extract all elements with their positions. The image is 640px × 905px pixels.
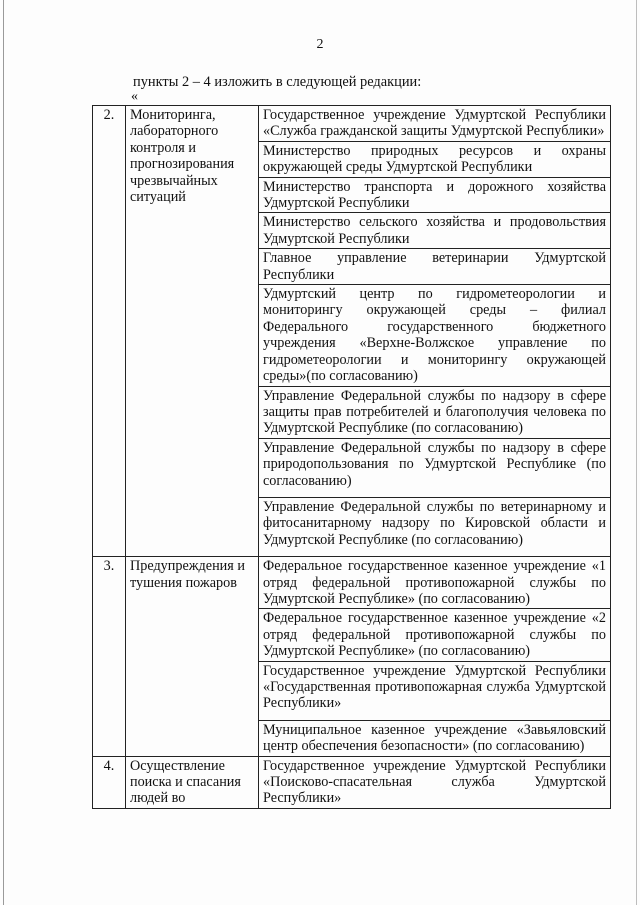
organization-cell: Министерство транспорта и дорожного хозяйства Удмуртской Республики: [259, 177, 611, 213]
organization-cell: Государственное учреждение Удмуртской Республики «Поисково-спасательная служба Удмуртской Республики»: [259, 756, 611, 808]
organization-cell: Государственное учреждение Удмуртской Республики «Служба гражданской защиты Удмуртской Республики»: [259, 106, 611, 142]
organization-cell: Муниципальное казенное учреждение «Завьяловский центр обеспечения безопасности» (по согласованию): [259, 720, 611, 756]
organization-cell: Министерство сельского хозяйства и продовольствия Удмуртской Республики: [259, 213, 611, 249]
organization-cell: Удмуртский центр по гидрометеорологии и мониторингу окружающей среды – филиал Федерального государственного бюджетного учреждения «Верхне-Волжское управление по гидрометеорологии и мониторингу окружающей среды»(по согласованию): [259, 285, 611, 386]
services-table: [92, 105, 611, 809]
service-area: Осуществление поиска и спасания людей во: [126, 756, 259, 808]
service-area: Мониторинга, лабораторного контроля и прогнозирования чрезвычайных ситуаций: [126, 106, 259, 557]
table-row: [93, 557, 611, 609]
row-number: 3.: [93, 557, 126, 756]
organization-cell: Министерство природных ресурсов и охраны окружающей среды Удмуртской Республики: [259, 141, 611, 177]
organization-cell: Управление Федеральной службы по надзору в сфере защиты прав потребителей и благополучия человека по Удмуртской Республике (по согласованию): [259, 386, 611, 438]
organization-cell: Управление Федеральной службы по надзору в сфере природопользования по Удмуртской Республике (по согласованию): [259, 438, 611, 497]
intro-text: пункты 2 – 4 изложить в следующей редакции:: [133, 74, 422, 90]
organization-cell: Федеральное государственное казенное учреждение «2 отряд федеральной противопожарной службы по Удмуртской Республике» (по согласованию): [259, 609, 611, 661]
service-area: Предупреждения и тушения пожаров: [126, 557, 259, 756]
scan-edge-right: [636, 0, 637, 905]
row-number: 2.: [93, 106, 126, 557]
organization-cell: Государственное учреждение Удмуртской Республики «Государственная противопожарная служба Удмуртской Республики»: [259, 661, 611, 720]
table-row: [93, 106, 611, 142]
organization-cell: Управление Федеральной службы по ветеринарному и фитосанитарному надзору по Кировской области и Удмуртской Республике (по согласованию): [259, 497, 611, 556]
opening-quote: «: [131, 89, 138, 104]
organization-cell: Главное управление ветеринарии Удмуртской Республики: [259, 249, 611, 285]
row-number: 4.: [93, 756, 126, 808]
page-number: 2: [316, 37, 324, 52]
scan-edge-left: [3, 0, 4, 905]
table-row: [93, 756, 611, 808]
organization-cell: Федеральное государственное казенное учреждение «1 отряд федеральной противопожарной службы по Удмуртской Республике» (по согласованию): [259, 557, 611, 609]
